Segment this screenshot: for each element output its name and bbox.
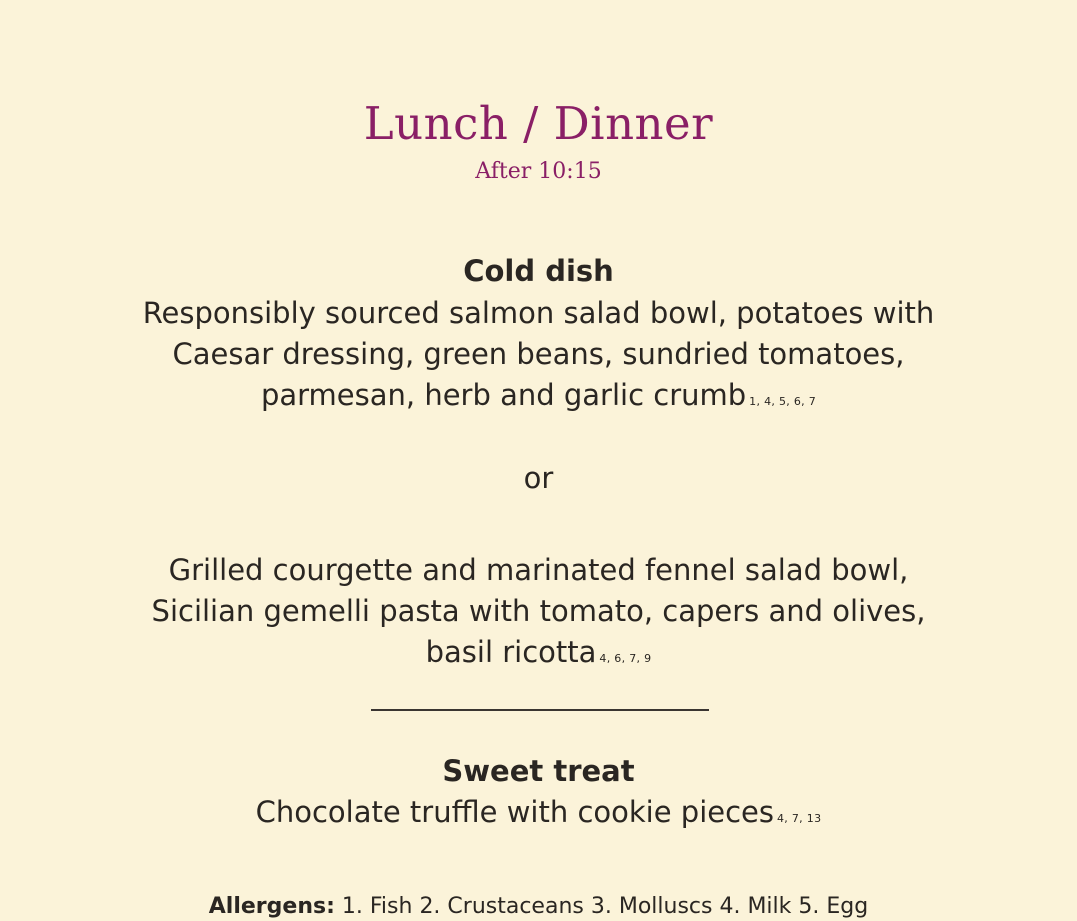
menu-title: Lunch / Dinner bbox=[363, 97, 714, 150]
sweet-treat-item bbox=[140, 792, 937, 833]
allergen-legend bbox=[0, 893, 1077, 921]
sweet-treat-heading: Sweet treat bbox=[442, 754, 635, 788]
allergen-legend-label: Allergens: bbox=[208, 894, 335, 919]
allergen-codes: 4, 7, 13 bbox=[776, 812, 822, 825]
allergen-codes: 4, 6, 7, 9 bbox=[599, 652, 652, 665]
cold-dish-heading: Cold dish bbox=[463, 254, 614, 288]
dish-description: Grilled courgette and marinated fennel salad bowl, Sicilian gemelli pasta with tomato, capers and olives, basil ricotta bbox=[151, 553, 926, 669]
dish-description: Responsibly sourced salmon salad bowl, potatoes with Caesar dressing, green beans, sundried tomatoes, parmesan, herb and garlic crumb bbox=[142, 296, 935, 412]
allergen-legend-text: 1. Fish 2. Crustaceans 3. Molluscs 4. Milk 5. Egg bbox=[341, 894, 869, 919]
section-divider bbox=[371, 709, 709, 711]
cold-dish-option-1 bbox=[140, 293, 937, 416]
menu-subtitle: After 10:15 bbox=[475, 159, 602, 184]
dish-description: Chocolate truffle with cookie pieces bbox=[255, 795, 774, 829]
or-separator: or bbox=[523, 461, 554, 495]
allergen-codes: 1, 4, 5, 6, 7 bbox=[749, 395, 817, 408]
cold-dish-option-2 bbox=[140, 550, 937, 673]
